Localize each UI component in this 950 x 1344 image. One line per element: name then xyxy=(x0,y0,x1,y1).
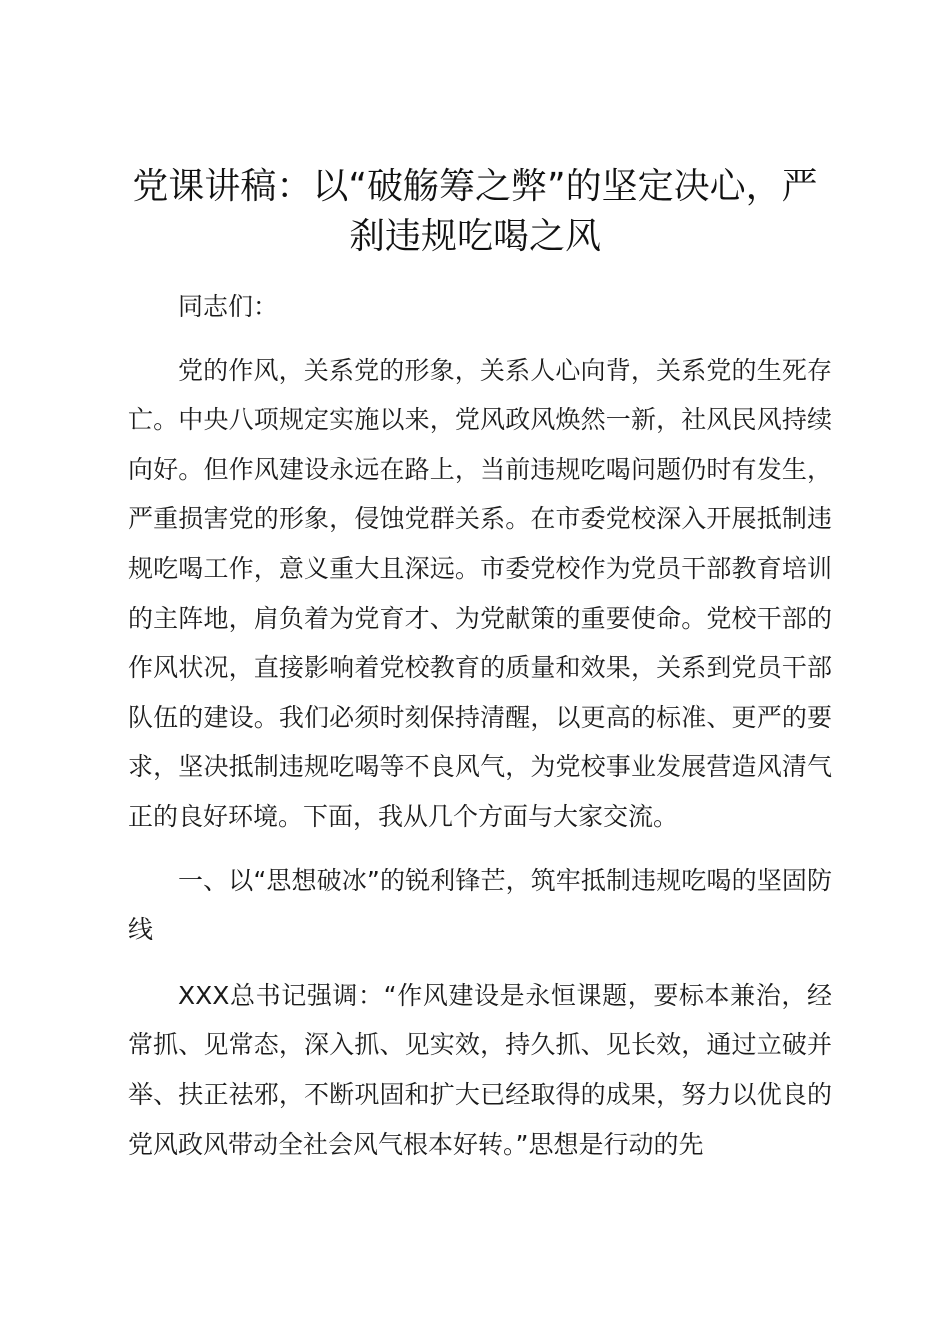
greeting: 同志们： xyxy=(178,292,279,321)
section-heading: 一、以“思想破冰”的锐利锋芒，筑牢抵制违规吃喝的坚固防线 xyxy=(128,865,832,945)
document-body xyxy=(128,282,832,1183)
section-paragraph: XXX总书记强调：“作风建设是永恒课题，要标本兼治，经常抓、见常态，深入抓、见实效，持久抓、见长效，通过立破并举、扶正祛邪，不断巩固和扩大已经取得的成果，努力以优良的党风政风带动全社会风气根本好转。”思想是行动的先 xyxy=(128,980,832,1159)
document-title: 党课讲稿：以“破觞筹之弊”的坚定决心，严刹违规吃喝之风 xyxy=(132,166,818,257)
intro-paragraph: 党的作风，关系党的形象，关系人心向背，关系党的生死存亡。中央八项规定实施以来，党风政风焕然一新，社风民风持续向好。但作风建设永远在路上，当前违规吃喝问题仍时有发生，严重损害党的形象，侵蚀党群关系。在市委党校深入开展抵制违规吃喝工作，意义重大且深远。市委党校作为党员干部教育培训的主阵地，肩负着为党育才、为党献策的重要使命。党校干部的作风状况，直接影响着党校教育的质量和效果，关系到党员干部队伍的建设。我们必须时刻保持清醒，以更高的标准、更严的要求，坚决抵制违规吃喝等不良风气，为党校事业发展营造风清气正的良好环境。下面，我从几个方面与大家交流。 xyxy=(128,355,832,831)
